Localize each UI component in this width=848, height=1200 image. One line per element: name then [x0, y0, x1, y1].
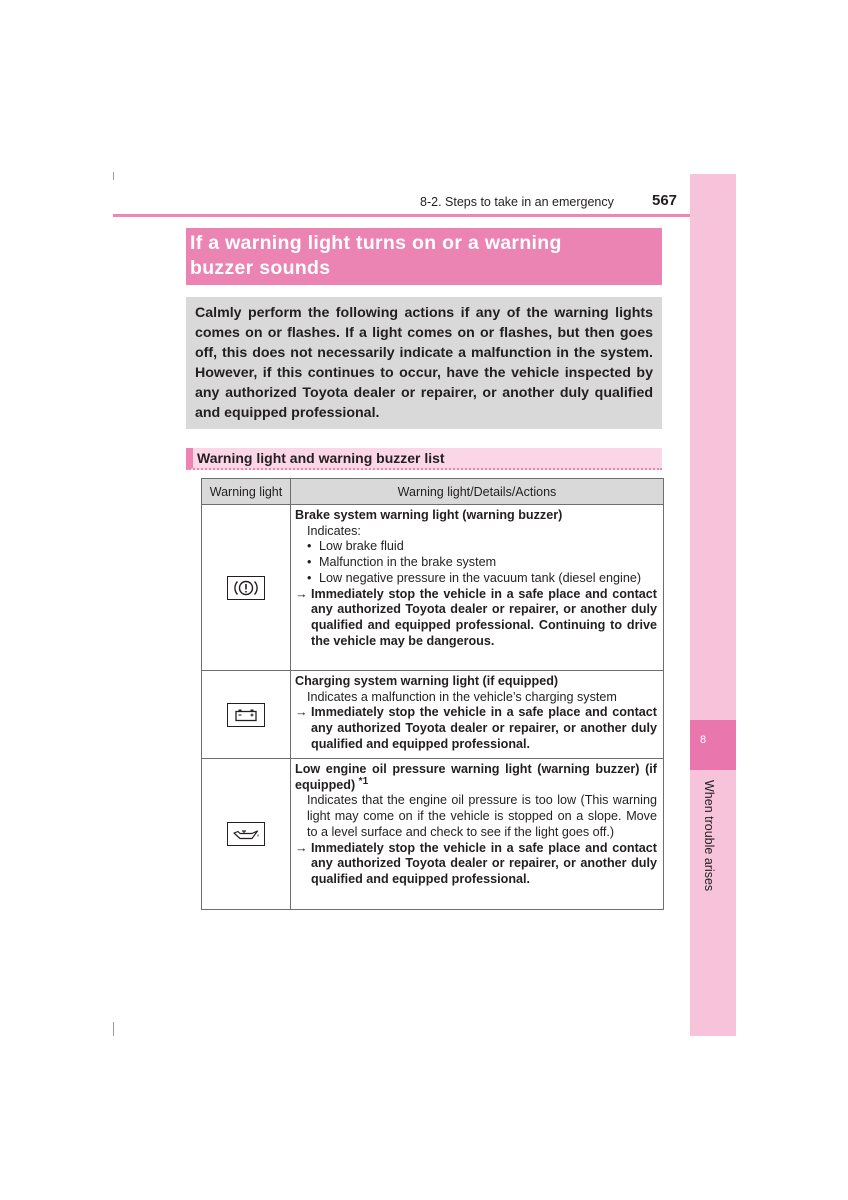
action-text-body: Immediately stop the vehicle in a safe place and contact any authorized Toyota dealer or repairer, or another duly qualified and equipped professional.: [311, 840, 657, 886]
icon-cell: [202, 759, 291, 910]
chapter-title: When trouble arises: [702, 780, 716, 892]
action-text: [295, 587, 657, 650]
footnote-marker: *1: [358, 775, 369, 787]
action-text: [295, 841, 657, 888]
section-title-line-2: buzzer sounds: [190, 257, 331, 279]
battery-icon: [227, 703, 265, 727]
column-header-warning-light: Warning light: [202, 479, 291, 505]
subheading: Warning light and warning buzzer list: [197, 450, 445, 466]
list-item-text: Low brake fluid: [319, 539, 404, 554]
header-rule: [113, 214, 690, 217]
arrow-icon: →: [295, 586, 308, 601]
intro-text: Calmly perform the following actions if any of the warning lights comes on or flashes. If a light comes on or flashes, but then goes off, this does not necessarily indicate a malfunction in the system. However, if this continues to occur, have the vehicle inspected by any authorized Toyota dealer or repairer, or another duly qualified and equipped professional.: [195, 305, 653, 421]
list-item-text: Low negative pressure in the vacuum tank (diesel engine): [319, 570, 642, 585]
oil-can-icon: [227, 822, 265, 846]
bullet-icon: •: [307, 555, 312, 570]
chapter-marker: [690, 720, 736, 770]
details-cell: [291, 671, 664, 759]
list-item: [295, 539, 657, 555]
item-title: Brake system warning light (warning buzzer): [295, 508, 563, 522]
arrow-icon: →: [295, 840, 308, 855]
section-header: 8-2. Steps to take in an emergency: [420, 195, 614, 209]
table-header-row: [202, 479, 664, 505]
icon-cell: [202, 505, 291, 671]
action-text: [295, 705, 657, 752]
action-text-body: Immediately stop the vehicle in a safe place and contact any authorized Toyota dealer or repairer, or another duly qualified and equipped professional. Continuing to drive the vehicle may be dangerous.: [311, 586, 657, 648]
indicates-label: Indicates:: [307, 523, 361, 538]
details-cell: [291, 759, 664, 910]
section-title-box: [186, 228, 662, 285]
crop-mark: [113, 172, 114, 180]
list-item: [295, 555, 657, 571]
item-description: Indicates a malfunction in the vehicle’s charging system: [307, 689, 617, 704]
action-text-body: Immediately stop the vehicle in a safe place and contact any authorized Toyota dealer or repairer, or another duly qualified and equipped professional.: [311, 705, 657, 751]
arrow-icon: →: [295, 705, 308, 720]
details-cell: [291, 505, 664, 671]
subheading-box: [186, 448, 662, 470]
table-row: [202, 505, 664, 671]
item-description: Indicates that the engine oil pressure is too low (This warning light may come on if the vehicle is stopped on a slope. Move to a level surface and check to see if the light goes off.): [307, 793, 657, 839]
icon-cell: [202, 671, 291, 759]
column-header-details: Warning light/Details/Actions: [291, 479, 664, 505]
warning-light-table: [201, 478, 664, 910]
page-number: 567: [652, 192, 678, 209]
table-row: [202, 671, 664, 759]
bullet-icon: •: [307, 539, 312, 554]
list-item-text: Malfunction in the brake system: [319, 555, 497, 570]
brake-system-icon: [227, 576, 265, 600]
item-title-text: Low engine oil pressure warning light (warning buzzer) (if equipped): [295, 762, 657, 792]
intro-box: [186, 297, 662, 429]
item-title: [295, 762, 657, 793]
list-item: [295, 571, 657, 587]
side-tab: [690, 174, 736, 1036]
bullet-icon: •: [307, 570, 312, 585]
section-title-line-1: If a warning light turns on or a warning: [190, 232, 562, 254]
table-row: [202, 759, 664, 910]
crop-mark: [113, 1022, 114, 1036]
chapter-number: 8: [700, 734, 707, 746]
item-title: Charging system warning light (if equipped): [295, 674, 559, 688]
